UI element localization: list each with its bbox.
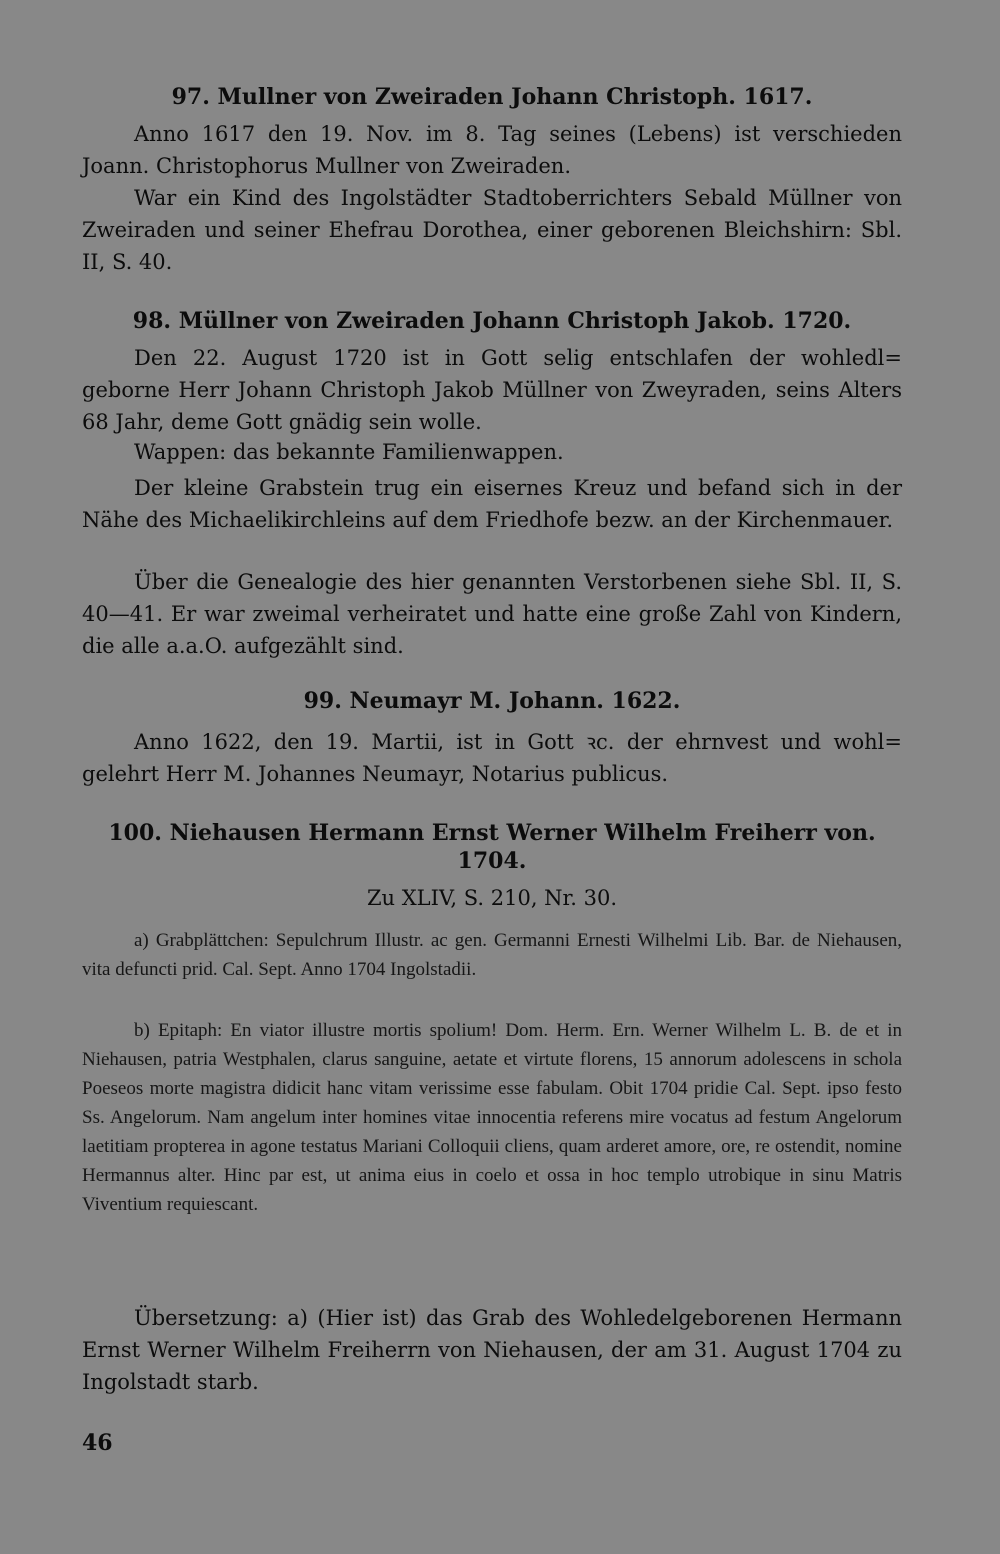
entry-97-paragraph-1: Anno 1617 den 19. Nov. im 8. Tag seines (Lebens) ist verschieden Joann. Christophorus Mullner von Zweiraden. (82, 122, 902, 178)
translation-paragraph: Übersetzung: a) (Hier ist) das Grab des Wohledelgeborenen Hermann Ernst Werner Wilhelm Freiherrn von Niehausen, der am 31. August 1704 zu Ingolstadt starb. (82, 1306, 902, 1394)
entry-99-title: 99. Neumayr M. Johann. 1622. (303, 688, 681, 714)
latin-grabplaettchen: a) Grabplättchen: Sepulchrum Illustr. ac gen. Germanni Ernesti Wilhelmi Lib. Bar. de Niehausen, vita defuncti prid. Cal. Sept. Anno 1704 Ingolstadii. (82, 930, 902, 980)
entry-97-title: 97. Mullner von Zweiraden Johann Christoph. 1617. (171, 84, 813, 110)
entry-100-title: 100. Niehausen Hermann Ernst Werner Wilhelm Freiherr von. (108, 820, 876, 846)
entry-100-reference: Zu XLIV, S. 210, Nr. 30. (366, 886, 618, 910)
latin-epitaph: b) Epitaph: En viator illustre mortis spolium! Dom. Herm. Ern. Werner Wilhelm L. B. de et in Niehausen, patria Westphalen, clarus sanguine, aetate et virtute florens, 15 annorum adolescens in schola Poeseos morte magistra didicit hanc vitam verissime esse fabulam. Obit 1704 pridie Cal. Sept. ipso festo Ss. Angelorum. Nam angelum inter homines vitae innocentia referens mire vocatus ad festum Angelorum laetitiam propterea in agone testatus Mariani Colloquii cliens, quam arderet amore, ore, re ostendit, nomine Hermannus alter. Hinc par est, ut anima eius in coelo et ossa in hoc templo utrobique in sinu Matris Viventium requiescant. (82, 1020, 902, 1215)
entry-98-title: 98. Müllner von Zweiraden Johann Christoph Jakob. 1720. (132, 308, 852, 334)
entry-99-paragraph-1: Anno 1622, den 19. Martii, ist in Gott ꝛc. der ehrnvest und wohl= gelehrt Herr M. Johannes Neumayr, Notarius publicus. (82, 730, 902, 786)
entry-98-paragraph-2: Wappen: das bekannte Familienwappen. (134, 440, 564, 464)
entry-97-paragraph-2: War ein Kind des Ingolstädter Stadtoberrichters Sebald Müllner von Zweiraden und seiner Ehefrau Dorothea, einer geborenen Bleichshirn: Sbl. II, S. 40. (82, 186, 902, 274)
entry-98-paragraph-1: Den 22. August 1720 ist in Gott selig entschlafen der wohledl= geborne Herr Johann Christoph Jakob Müllner von Zweyraden, seins Alters 68 Jahr, deme Gott gnädig sein wolle. (82, 346, 902, 434)
page-number: 46 (82, 1430, 113, 1456)
entry-100-title-year: 1704. (457, 848, 527, 874)
entry-98-paragraph-4: Über die Genealogie des hier genannten Verstorbenen siehe Sbl. II, S. 40—41. Er war zweimal verheiratet und hatte eine große Zahl von Kindern, die alle a.a.O. aufgezählt sind. (82, 570, 902, 658)
entry-98-paragraph-3: Der kleine Grabstein trug ein eisernes Kreuz und befand sich in der Nähe des Michaelikirchleins auf dem Friedhofe bezw. an der Kirchenmauer. (82, 476, 902, 532)
